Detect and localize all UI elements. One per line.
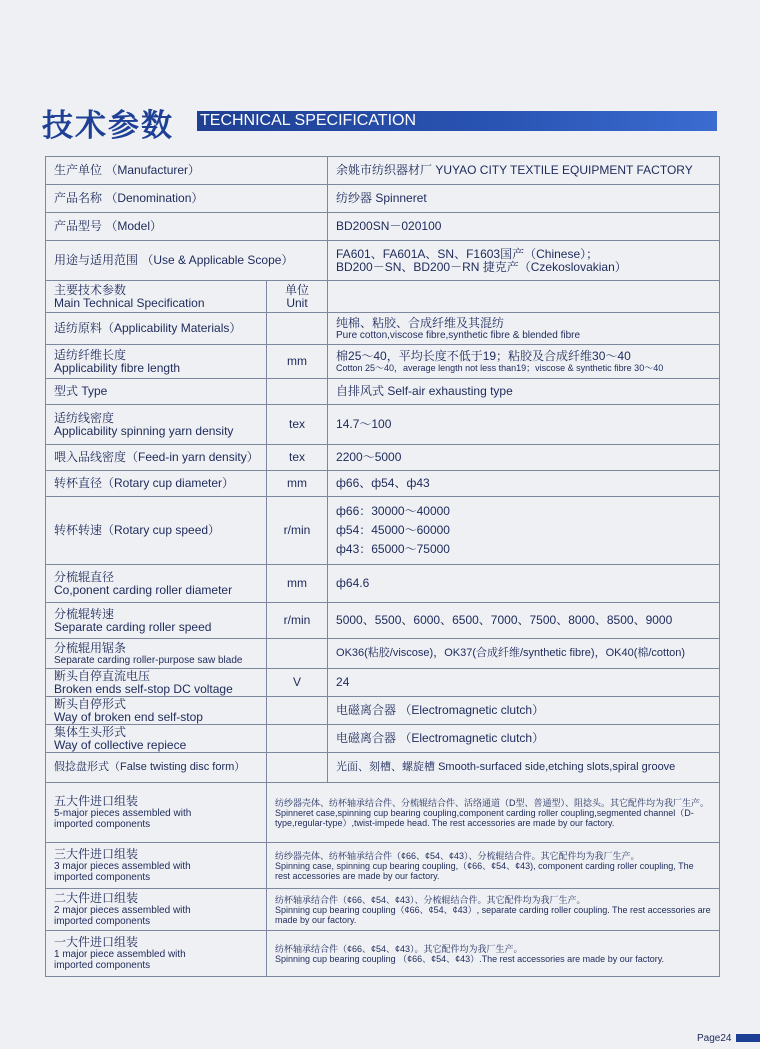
- one-major-label-en2: imported components: [54, 960, 151, 971]
- scope-value-line1: FA601、FA601A、SN、F1603国产（Chinese）；: [336, 246, 599, 261]
- row-fibre-length: [46, 345, 720, 379]
- row-cup-speed: [46, 497, 720, 565]
- cup-diameter-unit: mm: [267, 471, 328, 497]
- one-major-label: [46, 931, 267, 977]
- self-stop-label: [46, 697, 267, 725]
- fibre-length-value: [328, 345, 720, 379]
- roller-speed-value: 5000、5500、6000、6500、7000、7500、8000、8500、9000: [328, 603, 720, 639]
- cup-diameter-label: 转杯直径（Rotary cup diameter）: [46, 471, 267, 497]
- three-major-label-en1: 3 major pieces assembled with: [54, 861, 191, 872]
- fibre-length-value-en: Cotton 25～40，average length not less than19；viscose & synthetic fibre 30～40: [336, 363, 664, 373]
- saw-blade-unit: [267, 639, 328, 669]
- row-one-major: [46, 931, 720, 977]
- row-manufacturer: [46, 157, 720, 185]
- yarn-density-label: [46, 405, 267, 445]
- cup-speed-value: [328, 497, 720, 565]
- main-spec-label: [46, 281, 267, 313]
- page-number: Page24: [697, 1033, 732, 1044]
- five-major-label-en2: imported components: [54, 819, 151, 830]
- row-feedin-density: [46, 445, 720, 471]
- two-major-value-cn: 纺杯轴承结合件（¢66、¢54、¢43）、分梳辊结合件。其它配件均为我厂生产。: [275, 894, 586, 905]
- one-major-value-cn: 纺杯轴承结合件（¢66、¢54、¢43）。其它配件均为我厂生产。: [275, 943, 523, 954]
- self-stop-label-en: Way of broken end self-stop: [54, 709, 203, 724]
- roller-diameter-unit: mm: [267, 565, 328, 603]
- row-main-spec: [46, 281, 720, 313]
- page-title-cn: 技术参数: [42, 108, 174, 144]
- repiece-unit: [267, 725, 328, 753]
- materials-value: [328, 313, 720, 345]
- feedin-density-unit: tex: [267, 445, 328, 471]
- roller-diameter-value: ф64.6: [328, 565, 720, 603]
- unit-header-en: Unit: [286, 295, 308, 310]
- three-major-value: [267, 843, 720, 889]
- materials-label: 适纺原料（Applicability Materials）: [46, 313, 267, 345]
- saw-blade-label: [46, 639, 267, 669]
- roller-diameter-label-cn: 分梳辊直径: [54, 569, 115, 584]
- scope-value: [328, 241, 720, 281]
- three-major-value-cn: 纺纱器壳体、纺杯轴承结合件（¢66、¢54、¢43）、分梳辊结合件。其它配件均为我厂生产。: [275, 850, 640, 861]
- row-roller-diameter: [46, 565, 720, 603]
- main-spec-label-cn: 主要技术参数: [54, 282, 127, 297]
- roller-speed-label: [46, 603, 267, 639]
- row-cup-diameter: [46, 471, 720, 497]
- five-major-value: [267, 783, 720, 843]
- two-major-label-cn: 二大件进口组装: [54, 891, 139, 905]
- scope-value-line2: BD200－SN、BD200－RN 捷克产（Czekoslovakian）: [336, 259, 627, 274]
- model-value: BD200SN－020100: [328, 213, 720, 241]
- fibre-length-label-cn: 适纺纤维长度: [54, 347, 127, 362]
- one-major-value: [267, 931, 720, 977]
- two-major-label-en1: 2 major pieces assembled with: [54, 905, 191, 916]
- twisting-disc-unit: [267, 753, 328, 783]
- type-unit: [267, 379, 328, 405]
- denomination-value: 纺纱器 Spinneret: [328, 185, 720, 213]
- five-major-label-en1: 5-major pieces assembled with: [54, 808, 192, 819]
- cup-speed-unit: r/min: [267, 497, 328, 565]
- row-two-major: [46, 889, 720, 931]
- row-scope: [46, 241, 720, 281]
- unit-header-cn: 单位: [285, 282, 310, 297]
- cup-speed-value-line2: ф54：45000～60000: [336, 523, 450, 537]
- cup-speed-value-line3: ф43：65000～75000: [336, 542, 450, 556]
- denomination-label: 产品名称 （Denomination）: [46, 185, 328, 213]
- row-denomination: [46, 185, 720, 213]
- roller-speed-label-cn: 分梳辊转速: [54, 606, 115, 621]
- feedin-density-value: 2200～5000: [328, 445, 720, 471]
- manufacturer-label: 生产单位 （Manufacturer）: [46, 157, 328, 185]
- row-model: [46, 213, 720, 241]
- fibre-length-label: [46, 345, 267, 379]
- five-major-label-cn: 五大件进口组装: [54, 794, 139, 808]
- roller-speed-unit: r/min: [267, 603, 328, 639]
- row-yarn-density: [46, 405, 720, 445]
- self-stop-unit: [267, 697, 328, 725]
- five-major-value-cn: 纺纱器壳体、纺杯轴承结合件、分梳辊结合件、活络通道（D型、普通型）、阻捻头。其它配件均为我厂生产。: [275, 797, 710, 808]
- roller-diameter-label: [46, 565, 267, 603]
- row-self-stop: [46, 697, 720, 725]
- cup-speed-value-line1: ф66：30000～40000: [336, 504, 450, 518]
- five-major-label: [46, 783, 267, 843]
- dc-voltage-label-en: Broken ends self-stop DC voltage: [54, 681, 233, 696]
- fibre-length-unit: mm: [267, 345, 328, 379]
- row-three-major: [46, 843, 720, 889]
- dc-voltage-label-cn: 断头自停直流电压: [54, 668, 151, 683]
- page-marker-bar: [736, 1034, 760, 1042]
- one-major-label-cn: 一大件进口组装: [54, 935, 139, 949]
- three-major-label: [46, 843, 267, 889]
- twisting-disc-value: 光面、刻槽、螺旋槽 Smooth-surfaced side,etching slots,spiral groove: [328, 753, 720, 783]
- repiece-label-en: Way of collective repiece: [54, 737, 187, 752]
- twisting-disc-label: 假捻盘形式（False twisting disc form）: [46, 753, 267, 783]
- three-major-label-en2: imported components: [54, 872, 151, 883]
- cup-diameter-value: ф66、ф54、ф43: [328, 471, 720, 497]
- fibre-length-value-cn: 棉25～40，平均长度不低于19；粘胶及合成纤维30～40: [336, 349, 631, 363]
- three-major-value-en: Spinning case, spinning cup bearing coupling,（¢66、¢54、¢43), component carding roller coupling, The rest accessories are made by our factory.: [275, 860, 694, 881]
- five-major-value-en: Spinneret case,spinning cup bearing coupling,component carding roller coupling,segmented channel（D-type,regular-type）,twist-impede head. The rest accessories are made by our factory.: [275, 807, 694, 828]
- row-dc-voltage: [46, 669, 720, 697]
- cup-speed-label: 转杯转速（Rotary cup speed）: [46, 497, 267, 565]
- roller-speed-label-en: Separate carding roller speed: [54, 619, 212, 634]
- yarn-density-label-en: Applicability spinning yarn density: [54, 423, 234, 438]
- materials-value-en: Pure cotton,viscose fibre,synthetic fibre & blended fibre: [336, 329, 581, 341]
- repiece-value: 电磁离合器 （Electromagnetic clutch）: [328, 725, 720, 753]
- two-major-label-en2: imported components: [54, 916, 151, 927]
- self-stop-value: 电磁离合器 （Electromagnetic clutch）: [328, 697, 720, 725]
- feedin-density-label: 喂入品线密度（Feed-in yarn density）: [46, 445, 267, 471]
- type-value: 自排风式 Self-air exhausting type: [328, 379, 720, 405]
- materials-value-cn: 纯棉、粘胶、合成纤维及其混纺: [336, 315, 505, 330]
- yarn-density-unit: tex: [267, 405, 328, 445]
- two-major-value-en: Spinning cup bearing coupling（¢66、¢54、¢43）, separate carding roller coupling. The rest accessories are made by our factory.: [275, 904, 711, 925]
- roller-diameter-label-en: Co,ponent carding roller diameter: [54, 582, 233, 597]
- main-spec-label-en: Main Technical Specification: [54, 295, 205, 310]
- saw-blade-label-en: Separate carding roller-purpose saw blade: [54, 654, 243, 666]
- three-major-label-cn: 三大件进口组装: [54, 847, 139, 861]
- saw-blade-label-cn: 分梳辊用锯条: [54, 640, 127, 655]
- spec-table: [45, 156, 720, 977]
- main-spec-value-empty: [328, 281, 720, 313]
- unit-header: [267, 281, 328, 313]
- row-roller-speed: [46, 603, 720, 639]
- two-major-value: [267, 889, 720, 931]
- yarn-density-value: 14.7～100: [328, 405, 720, 445]
- model-label: 产品型号 （Model）: [46, 213, 328, 241]
- self-stop-label-cn: 断头自停形式: [54, 696, 127, 711]
- scope-label: 用途与适用范围 （Use & Applicable Scope）: [46, 241, 328, 281]
- manufacturer-value: 余姚市纺织器材厂 YUYAO CITY TEXTILE EQUIPMENT FACTORY: [328, 157, 720, 185]
- row-materials: [46, 313, 720, 345]
- type-label: 型式 Type: [46, 379, 267, 405]
- one-major-label-en1: 1 major piece assembled with: [54, 949, 186, 960]
- row-type: [46, 379, 720, 405]
- two-major-label: [46, 889, 267, 931]
- materials-unit: [267, 313, 328, 345]
- saw-blade-value: OK36(粘胶/viscose)，OK37(合成纤维/synthetic fibre)，OK40(棉/cotton): [328, 639, 720, 669]
- row-saw-blade: [46, 639, 720, 669]
- fibre-length-label-en: Applicability fibre length: [54, 360, 181, 375]
- row-repiece: [46, 725, 720, 753]
- yarn-density-label-cn: 适纺线密度: [54, 410, 115, 425]
- row-five-major: [46, 783, 720, 843]
- one-major-value-en: Spinning cup bearing coupling （¢66、¢54、¢43）.The rest accessories are made by our factory.: [275, 953, 665, 964]
- row-twisting-disc: [46, 753, 720, 783]
- repiece-label-cn: 集体生头形式: [54, 724, 127, 739]
- dc-voltage-value: 24: [328, 669, 720, 697]
- page-title-en: TECHNICAL SPECIFICATION: [200, 112, 417, 129]
- repiece-label: [46, 725, 267, 753]
- dc-voltage-unit: V: [267, 669, 328, 697]
- dc-voltage-label: [46, 669, 267, 697]
